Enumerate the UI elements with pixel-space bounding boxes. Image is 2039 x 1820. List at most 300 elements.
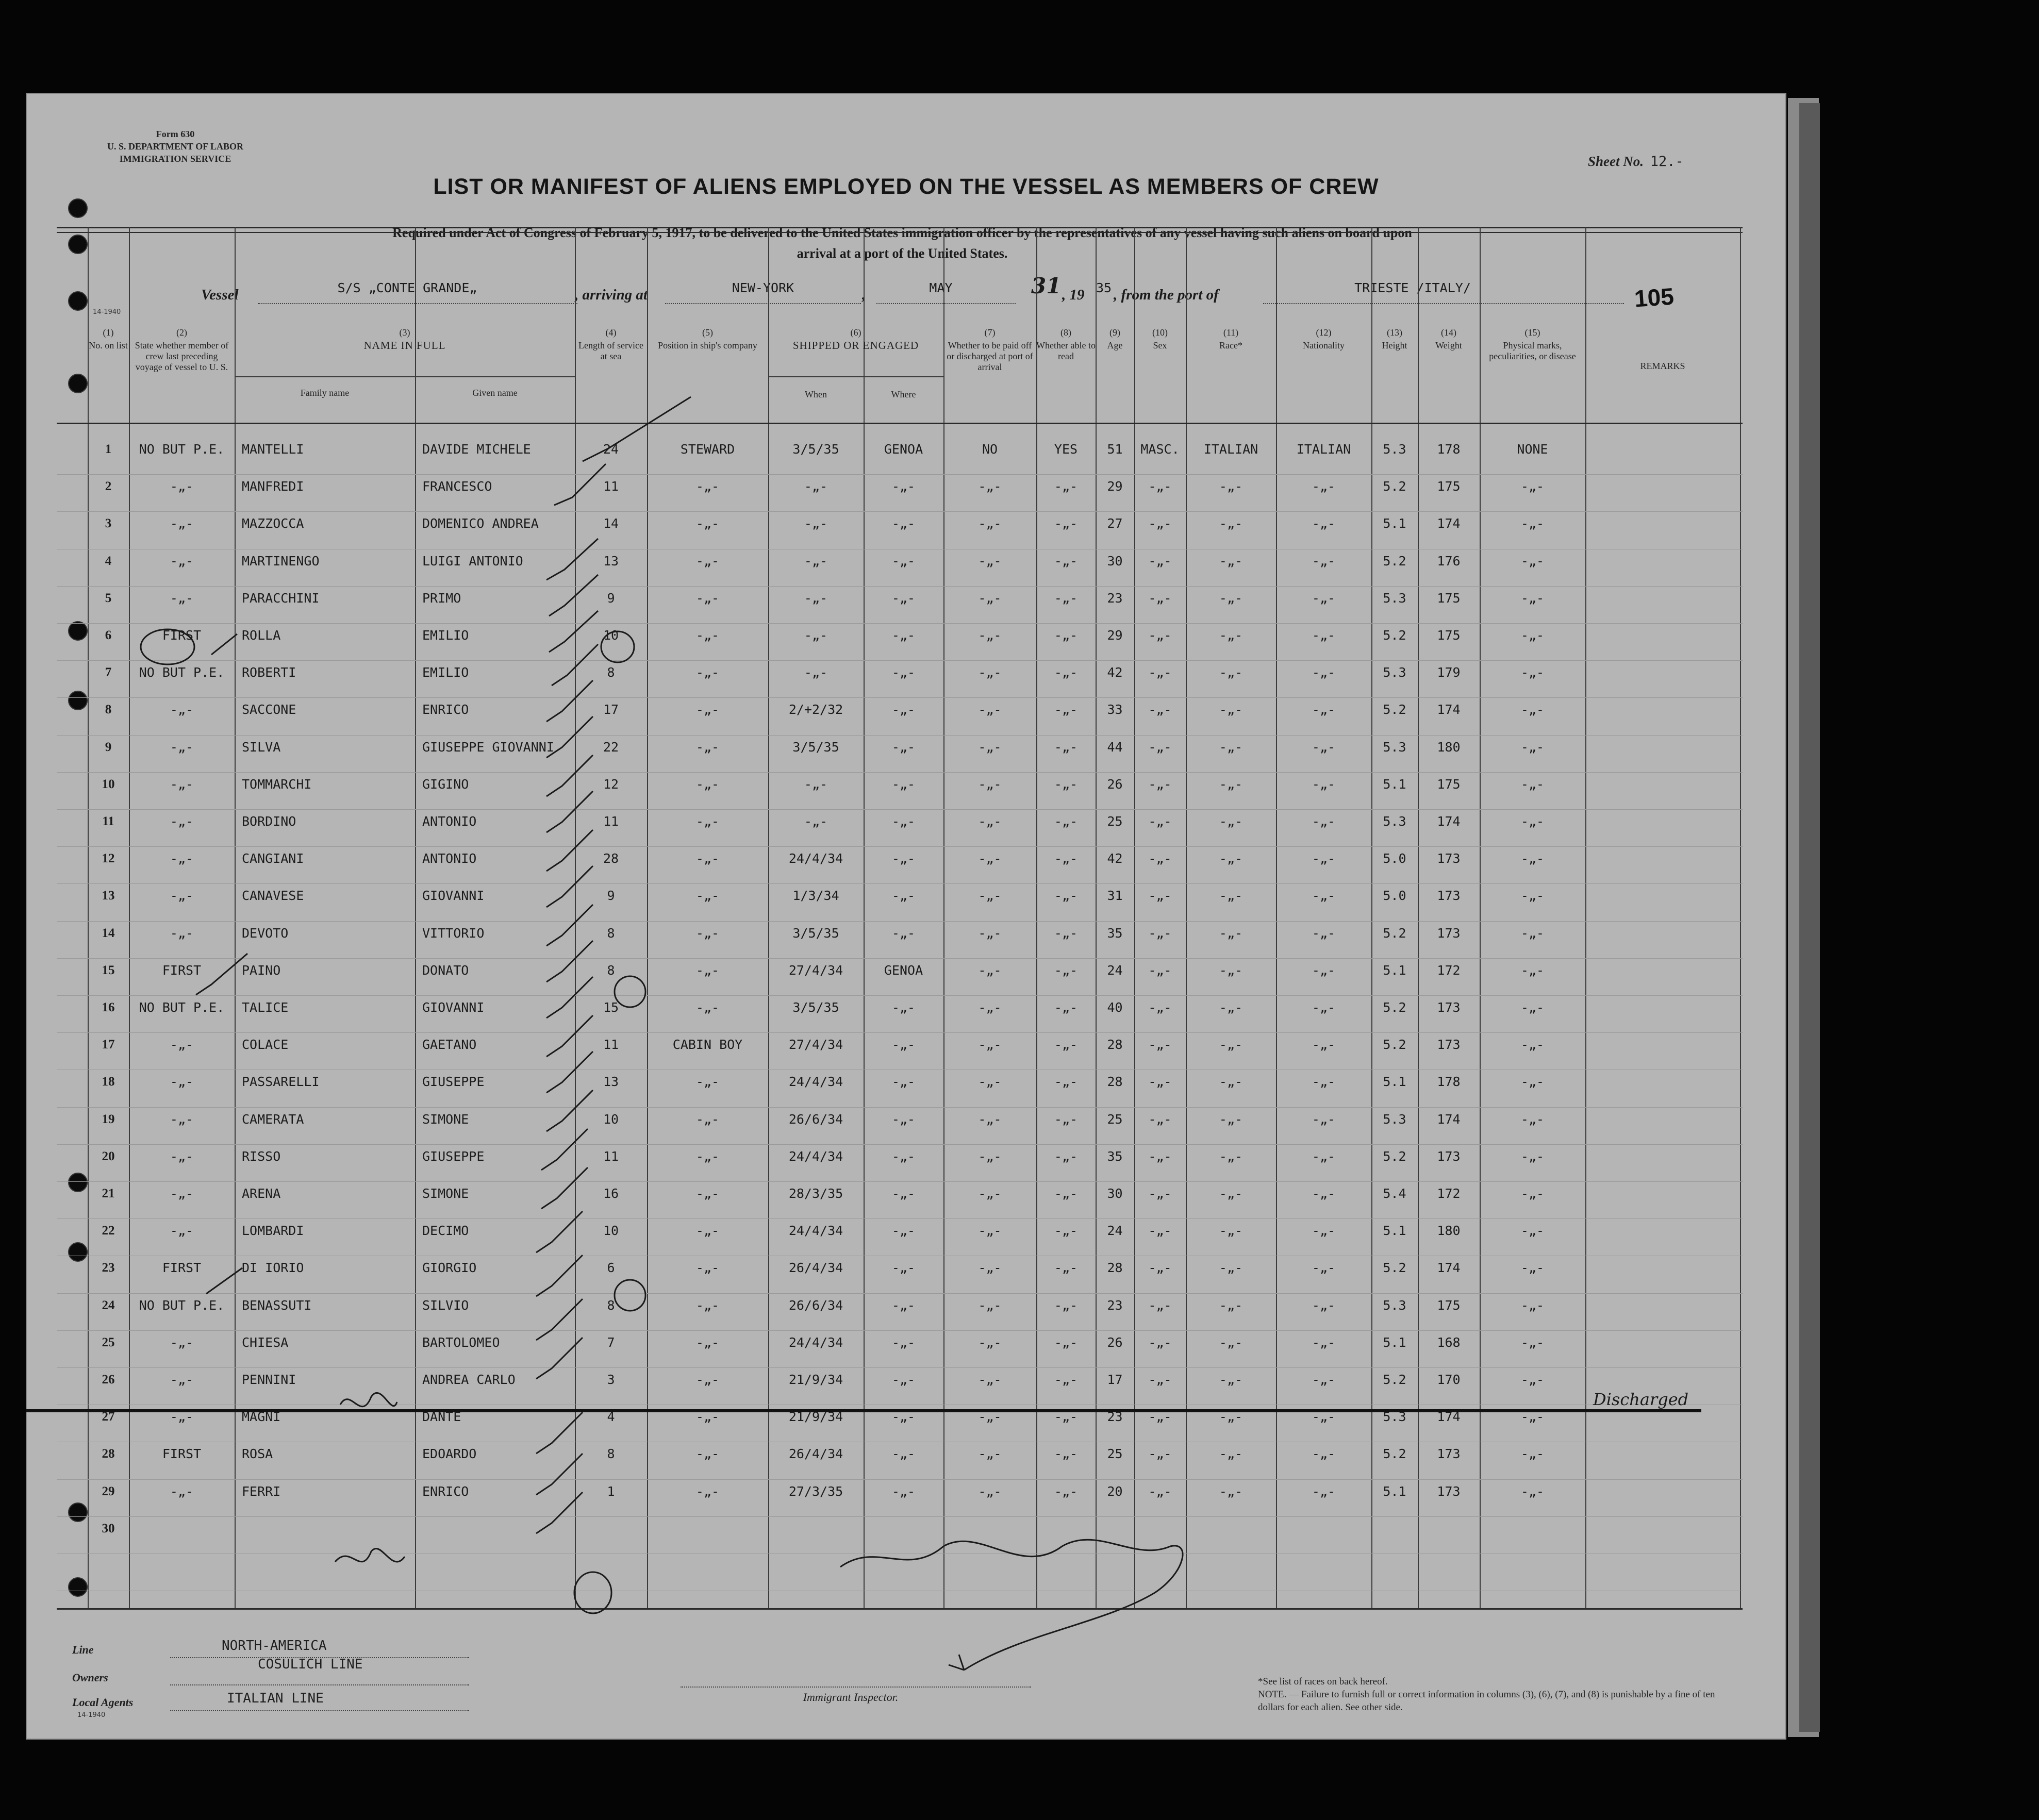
cell-position: STEWARD [680,442,735,457]
cell-age: 25 [1107,814,1123,829]
col-shipped-header-label: SHIPPED OR ENGAGED [792,339,919,352]
cell-marks: -„- [1520,553,1545,569]
cell-weight: 180 [1437,1223,1461,1239]
cell-position: -„- [695,1297,720,1313]
cell-age: 24 [1107,1223,1123,1239]
cell-paid: -„- [978,1297,1002,1313]
cell-where: -„- [891,888,916,904]
cell-weight: 174 [1437,814,1461,829]
cell-given: SIMONE [422,1186,469,1201]
cell-age: 26 [1107,1334,1123,1350]
cell-age: 35 [1107,925,1123,941]
cell-sex: -„- [1148,665,1172,680]
col-age-header-label: Age [1107,340,1123,350]
initials-scribble [335,1548,405,1562]
cell-where: -„- [891,1297,916,1313]
cell-height: 5.3 [1383,665,1406,680]
cell-read: -„- [1054,1372,1078,1387]
cell-when: 24/4/34 [788,1334,843,1350]
col-length-header-label: Length of service at sea [578,340,643,361]
cell-read: -„- [1054,925,1078,941]
cell-where: -„- [891,479,916,494]
tick-mark [546,680,593,722]
cell-no: 12 [102,851,115,866]
owners-label: Owners [72,1671,108,1684]
cell-no: 17 [102,1038,115,1052]
cell-paid: -„- [978,888,1002,904]
cell-where: -„- [891,739,916,755]
cell-weight: 173 [1437,1148,1461,1164]
cell-nat: -„- [1312,516,1336,531]
cell-read: -„- [1054,851,1078,866]
cell-given: DAVIDE MICHELE [422,442,531,457]
cell-no: 18 [102,1075,115,1089]
cell-no: 25 [102,1335,115,1349]
cell-family: PASSARELLI [242,1074,320,1090]
cell-paid: -„- [978,665,1002,680]
cell-marks: -„- [1520,1037,1545,1053]
cell-no: 19 [102,1112,115,1126]
arriving-label: , arriving at [575,287,648,303]
cell-read: YES [1054,442,1078,457]
cell-position: -„- [695,888,720,904]
cell-given: DOMENICO ANDREA [422,516,539,531]
cell-state: -„- [170,1111,194,1127]
cell-read: -„- [1054,1446,1078,1462]
cell-given: DONATO [422,962,469,978]
cell-no: 11 [102,814,114,828]
cell-position: -„- [695,516,720,531]
cell-state: FIRST [162,1446,202,1462]
cell-family: FERRI [242,1483,281,1499]
cell-marks: -„- [1520,702,1545,717]
cell-weight: 179 [1437,665,1461,680]
cell-given: GIGINO [422,776,469,792]
cell-nat: -„- [1312,739,1336,755]
cell-no: 8 [105,703,112,717]
cell-height: 5.1 [1383,962,1406,978]
cell-weight: 173 [1437,1446,1461,1462]
cell-when: 3/5/35 [792,925,839,941]
cell-length: 11 [603,814,619,829]
cell-given: LUIGI ANTONIO [422,553,523,569]
cell-age: 17 [1107,1372,1123,1387]
cell-paid: NO [982,442,998,457]
tick-mark [546,830,593,871]
cell-no: 27 [102,1410,115,1424]
cell-when: -„- [804,516,828,531]
cell-given: BARTOLOMEO [422,1334,500,1350]
cell-length: 13 [603,1074,619,1090]
cell-race: -„- [1219,739,1243,755]
cell-family: MANFREDI [242,479,304,494]
cell-position: -„- [695,1111,720,1127]
cell-when: 3/5/35 [792,1000,839,1015]
inspector-label: Immigrant Inspector. [803,1691,899,1704]
subtitle-line-1: Required under Act of Congress of February 5, 1917, to be delivered to the United States immigration officer by the representatives of any vessel having such aliens on board upon [392,225,1412,240]
owners-underline [170,1684,469,1685]
cell-nat: -„- [1312,1409,1336,1425]
col-sex-header-label: Sex [1153,340,1167,350]
cell-race: -„- [1219,1000,1243,1015]
cell-family: TOMMARCHI [242,776,312,792]
cell-where: -„- [891,553,916,569]
cell-family: CHIESA [242,1334,289,1350]
cell-read: -„- [1054,665,1078,680]
cell-position: CABIN BOY [672,1037,743,1053]
cell-position: -„- [695,590,720,606]
cell-when: -„- [804,814,828,829]
cell-position: -„- [695,962,720,978]
cell-height: 5.3 [1383,1297,1406,1313]
cell-race: -„- [1219,1186,1243,1201]
cell-age: 24 [1107,962,1123,978]
cell-sex: -„- [1148,479,1172,494]
cell-position: -„- [695,1000,720,1015]
cell-age: 33 [1107,702,1123,717]
cell-position: -„- [695,1074,720,1090]
cell-race: -„- [1219,851,1243,866]
cell-weight: 176 [1437,553,1461,569]
cell-nat: -„- [1312,628,1336,643]
col-name-header-number: (3) [399,327,410,338]
cell-nat: -„- [1312,665,1336,680]
cell-marks: -„- [1520,1260,1545,1276]
tick-mark [536,1255,583,1296]
cell-nat: -„- [1312,1260,1336,1276]
cell-sex: -„- [1148,739,1172,755]
cell-state: -„- [170,1186,194,1201]
cell-when: 24/4/34 [788,851,843,866]
cell-sex: -„- [1148,925,1172,941]
cell-paid: -„- [978,814,1002,829]
cell-no: 14 [102,926,115,940]
col-weight-header-number: (14) [1441,327,1456,338]
cell-when: 26/4/34 [788,1260,843,1276]
cell-sex: -„- [1148,1372,1172,1387]
cell-weight: 175 [1437,628,1461,643]
cell-when: -„- [804,776,828,792]
cell-marks: -„- [1520,962,1545,978]
tick-mark [554,464,606,505]
cell-length: 8 [607,1446,615,1462]
cell-read: -„- [1054,1111,1078,1127]
cell-sex: -„- [1148,776,1172,792]
cell-where: GENOA [884,962,923,978]
cell-marks: -„- [1520,776,1545,792]
cell-height: 5.3 [1383,442,1406,457]
cell-length: 4 [607,1409,615,1425]
cell-position: -„- [695,776,720,792]
cell-age: 30 [1107,1186,1123,1201]
cell-marks: -„- [1520,1000,1545,1015]
cell-marks: -„- [1520,739,1545,755]
cell-race: -„- [1219,1334,1243,1350]
cell-family: ROSA [242,1446,273,1462]
cell-when: 24/4/34 [788,1148,843,1164]
cell-weight: 175 [1437,1297,1461,1313]
cell-race: -„- [1219,814,1243,829]
cell-state: FIRST [162,962,202,978]
cell-sex: -„- [1148,1409,1172,1425]
cell-nat: -„- [1312,962,1336,978]
cell-where: -„- [891,925,916,941]
tick-mark [536,1299,583,1340]
cell-where: -„- [891,814,916,829]
cell-race: -„- [1219,590,1243,606]
tick-mark [546,716,593,758]
cell-where: -„- [891,1334,916,1350]
cell-height: 5.2 [1383,553,1406,569]
cell-paid: -„- [978,1372,1002,1387]
cell-length: 9 [607,888,615,904]
cell-age: 27 [1107,516,1123,531]
cell-height: 5.3 [1383,814,1406,829]
cell-race: -„- [1219,1483,1243,1499]
cell-marks: -„- [1520,1334,1545,1350]
cell-family: DI IORIO [242,1260,304,1276]
cell-given: ENRICO [422,702,469,717]
cell-given: GIUSEPPE [422,1148,485,1164]
cell-nat: -„- [1312,1148,1336,1164]
cell-state: -„- [170,1148,194,1164]
cell-paid: -„- [978,1334,1002,1350]
cell-height: 5.0 [1383,851,1406,866]
cell-state: -„- [170,1409,194,1425]
cell-when: 28/3/35 [788,1186,843,1201]
cell-position: -„- [695,1483,720,1499]
cell-state: -„- [170,888,194,904]
cell-given: PRIMO [422,590,461,606]
col-given-header-label: Given name [472,388,518,398]
cell-family: PAINO [242,962,281,978]
cell-given: ENRICO [422,1483,469,1499]
cell-height: 5.2 [1383,1000,1406,1015]
cell-paid: -„- [978,1074,1002,1090]
tick-mark [546,1051,593,1093]
cell-no: 21 [102,1187,115,1200]
cell-state: -„- [170,479,194,494]
cell-height: 5.2 [1383,702,1406,717]
col-age-header-number: (9) [1109,327,1120,338]
cell-no: 2 [105,479,112,494]
cell-sex: -„- [1148,1223,1172,1239]
cell-read: -„- [1054,1260,1078,1276]
col-height-header-number: (13) [1387,327,1402,338]
cell-nat: -„- [1312,1037,1336,1053]
cell-family: CAMERATA [242,1111,304,1127]
cell-sex: -„- [1148,628,1172,643]
cell-length: 10 [603,1223,619,1239]
year-prefix: , 19 [1062,287,1085,303]
cell-no: 24 [102,1298,115,1312]
cell-height: 5.1 [1383,1223,1406,1239]
signature-arrow [949,1655,964,1670]
cell-when: 3/5/35 [792,442,839,457]
cell-weight: 173 [1437,851,1461,866]
cell-race: -„- [1219,1260,1243,1276]
cell-read: -„- [1054,1223,1078,1239]
cell-marks: -„- [1520,888,1545,904]
cell-length: 10 [603,628,619,643]
cell-paid: -„- [978,962,1002,978]
cell-marks: -„- [1520,814,1545,829]
vessel-name: S/S „CONTE GRANDE„ [337,280,477,295]
cell-marks: -„- [1520,851,1545,866]
tick-mark [546,941,593,982]
col-read-header-number: (8) [1060,327,1071,338]
cell-where: -„- [891,1111,916,1127]
cell-when: 27/4/34 [788,962,843,978]
cell-family: RISSO [242,1148,281,1164]
cell-marks: -„- [1520,1409,1545,1425]
cell-length: 10 [603,1111,619,1127]
cell-sex: -„- [1148,1334,1172,1350]
cell-state: -„- [170,1037,194,1053]
cell-read: -„- [1054,739,1078,755]
cell-length: 15 [603,1000,619,1015]
year-suffix: 35 [1096,280,1112,295]
cell-when: -„- [804,479,828,494]
cell-family: MAZZOCCA [242,516,304,531]
cell-family: ROBERTI [242,665,296,680]
cell-family: ARENA [242,1186,281,1201]
cell-read: -„- [1054,814,1078,829]
circle-mark [141,629,194,664]
col-when-header-label: When [805,389,827,399]
col-state-header-label: State whether member of crew last preceding voyage of vessel to U. S. [135,340,229,372]
col-weight-header-label: Weight [1435,340,1462,350]
cell-family: MAGNI [242,1409,281,1425]
cell-read: -„- [1054,1148,1078,1164]
cell-race: -„- [1219,1074,1243,1090]
cell-where: GENOA [884,442,923,457]
cell-sex: MASC. [1140,442,1180,457]
cell-marks: -„- [1520,590,1545,606]
cell-state: -„- [170,1483,194,1499]
cell-height: 5.1 [1383,1334,1406,1350]
cell-sex: -„- [1148,1037,1172,1053]
col-name-header-label: NAME IN FULL [363,339,446,352]
line-label: Line [72,1643,94,1656]
cell-age: 40 [1107,1000,1123,1015]
cell-position: -„- [695,814,720,829]
col-read-header-label: Whether able to read [1036,340,1096,361]
cell-age: 35 [1107,1148,1123,1164]
col-nationality-header-number: (12) [1316,327,1332,338]
cell-marks: -„- [1520,1372,1545,1387]
cell-height: 5.3 [1383,1409,1406,1425]
cell-marks: -„- [1520,1186,1545,1201]
col-position-header-number: (5) [702,327,713,338]
cell-paid: -„- [978,1223,1002,1239]
cell-race: -„- [1219,1297,1243,1313]
cell-weight: 174 [1437,516,1461,531]
cell-paid: -„- [978,1148,1002,1164]
cell-height: 5.2 [1383,479,1406,494]
cell-sex: -„- [1148,553,1172,569]
col-family-header-label: Family name [300,388,350,398]
cell-age: 29 [1107,628,1123,643]
cell-sex: -„- [1148,702,1172,717]
cell-height: 5.3 [1383,739,1406,755]
cell-read: -„- [1054,1037,1078,1053]
cell-sex: -„- [1148,851,1172,866]
cell-state: -„- [170,851,194,866]
cell-state: -„- [170,590,194,606]
cell-race: -„- [1219,553,1243,569]
cell-state: -„- [170,516,194,531]
initials-scribble [340,1393,397,1406]
cell-given: ANTONIO [422,851,477,866]
cell-length: 12 [603,776,619,792]
cell-read: -„- [1054,553,1078,569]
cell-given: GIORGIO [422,1260,477,1276]
cell-weight: 174 [1437,1260,1461,1276]
cell-when: 24/4/34 [788,1223,843,1239]
col-paid-header-label: Whether to be paid off or discharged at port of arrival [947,340,1033,372]
circle-mark [574,1572,611,1613]
cell-sex: -„- [1148,888,1172,904]
note-penalty: NOTE. — Failure to furnish full or correct information in columns (3), (6), (7), and (8) is punishable by a fine of ten dollars for each alien. See other side. [1258,1689,1715,1713]
cell-height: 5.1 [1383,516,1406,531]
cell-length: 13 [603,553,619,569]
cell-no: 15 [102,963,115,977]
cell-height: 5.2 [1383,1372,1406,1387]
cell-marks: -„- [1520,1074,1545,1090]
cell-given: GIUSEPPE [422,1074,485,1090]
cell-position: -„- [695,925,720,941]
cell-given: GAETANO [422,1037,477,1053]
tick-mark [546,791,593,832]
cell-age: 26 [1107,776,1123,792]
cell-length: 8 [607,925,615,941]
cell-where: -„- [891,1074,916,1090]
cell-height: 5.1 [1383,1074,1406,1090]
note-races: *See list of races on back hereof. [1258,1676,1388,1687]
cell-nat: -„- [1312,702,1336,717]
cell-given: GIUSEPPE GIOVANNI [422,739,554,755]
cell-family: LOMBARDI [242,1223,304,1239]
cell-nat: -„- [1312,776,1336,792]
col-no-header-label: No. on list [89,340,128,350]
page-title: LIST OR MANIFEST OF ALIENS EMPLOYED ON THE VESSEL AS MEMBERS OF CREW [433,174,1379,199]
cell-race: -„- [1219,776,1243,792]
cell-where: -„- [891,628,916,643]
cell-race: -„- [1219,888,1243,904]
cell-no: 13 [102,889,115,903]
inspector-underline [681,1687,1031,1688]
cell-when: -„- [804,553,828,569]
subtitle-line-2: arrival at a port of the United States. [797,246,1008,261]
cell-position: -„- [695,739,720,755]
cell-when: 21/9/34 [788,1372,843,1387]
cell-family: DEVOTO [242,925,289,941]
cell-position: -„- [695,665,720,680]
comma: , [862,287,866,303]
cell-sex: -„- [1148,1148,1172,1164]
cell-given: GIOVANNI [422,888,485,904]
cell-when: 27/4/34 [788,1037,843,1053]
tick-mark [536,1338,583,1379]
cell-no: 26 [102,1373,115,1387]
cell-length: 16 [603,1186,619,1201]
cell-no: 10 [102,777,115,791]
cell-nat: -„- [1312,1483,1336,1499]
col-no-header-number: (1) [103,327,114,338]
cell-marks: -„- [1520,628,1545,643]
cell-race: -„- [1219,1223,1243,1239]
